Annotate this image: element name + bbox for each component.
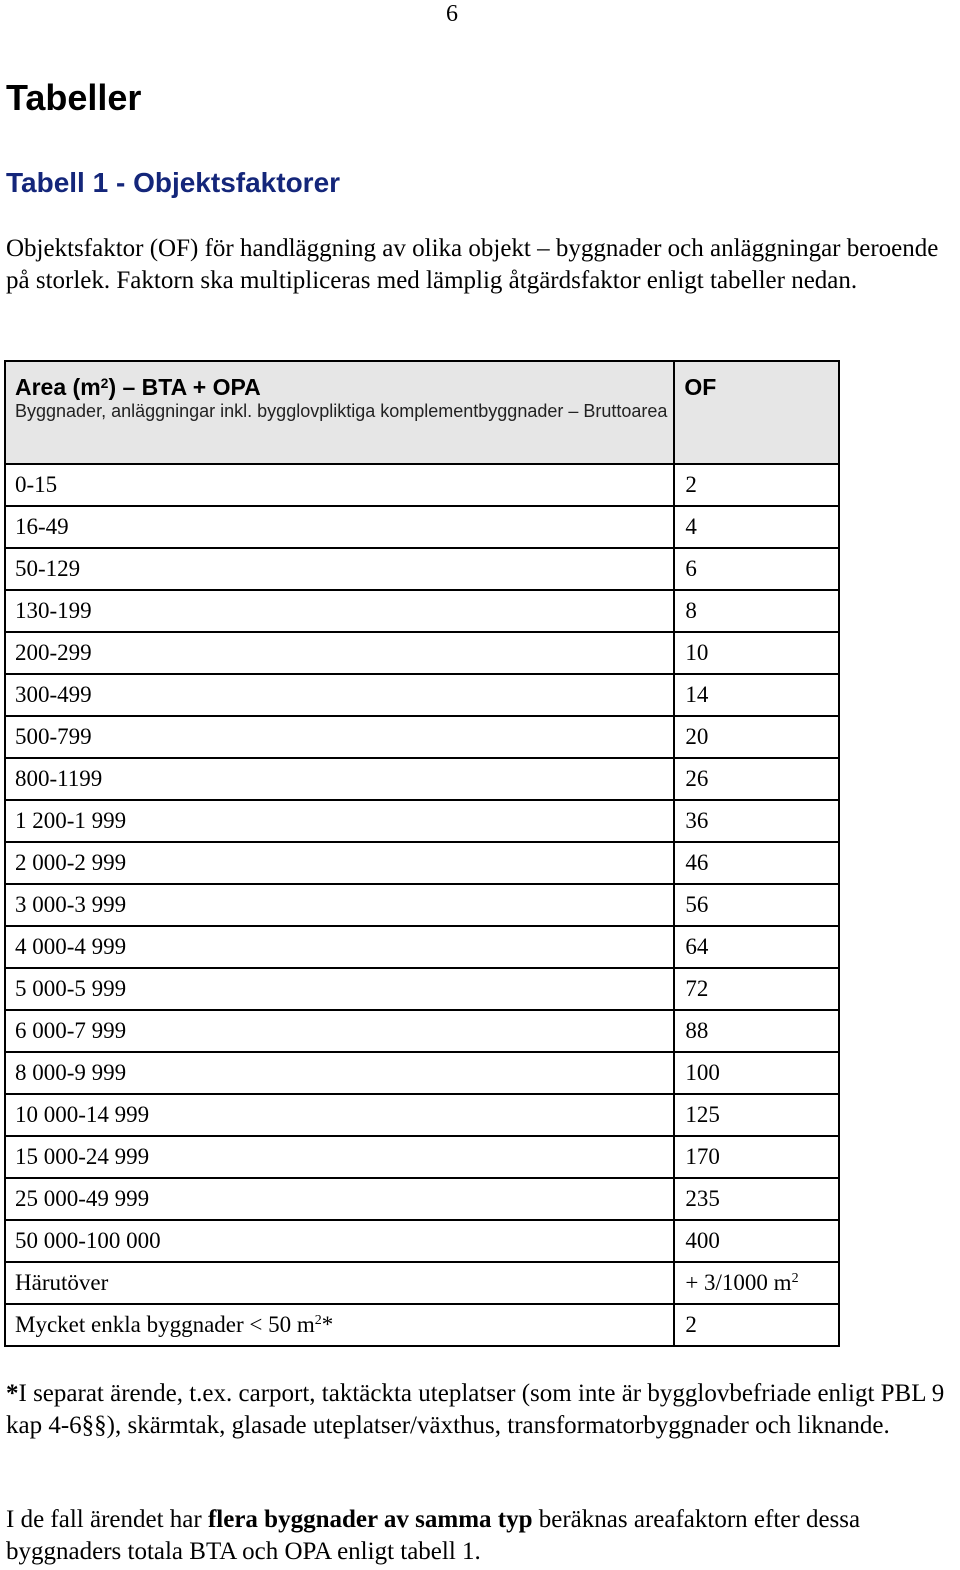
area-cell: 15 000-24 999 [5, 1136, 674, 1178]
area-cell: 25 000-49 999 [5, 1178, 674, 1220]
area-column-header [5, 361, 674, 464]
area-cell: 10 000-14 999 [5, 1094, 674, 1136]
table-row [5, 506, 839, 548]
of-cell: 56 [674, 884, 839, 926]
of-cell: 400 [674, 1220, 839, 1262]
footnote-mark: * [6, 1380, 19, 1407]
of-cell: 10 [674, 632, 839, 674]
table-row [5, 1094, 839, 1136]
table-row-beyond [5, 1262, 839, 1304]
table-row [5, 674, 839, 716]
area-cell: 300-499 [5, 674, 674, 716]
area-cell: 130-199 [5, 590, 674, 632]
page-number: 6 [446, 1, 458, 27]
area-cell: 800-1199 [5, 758, 674, 800]
of-cell: 6 [674, 548, 839, 590]
table-row [5, 968, 839, 1010]
table-row [5, 884, 839, 926]
table-row [5, 1052, 839, 1094]
of-cell: 88 [674, 1010, 839, 1052]
area-cell: 16-49 [5, 506, 674, 548]
of-cell: 20 [674, 716, 839, 758]
closing-paragraph: I de fall ärendet har flera byggnader av samma typ beräknas areafaktorn efter dessa byggnaders totala BTA och OPA enligt tabell 1. [6, 1506, 861, 1565]
of-cell: 8 [674, 590, 839, 632]
of-cell: 14 [674, 674, 839, 716]
of-cell: 170 [674, 1136, 839, 1178]
area-header-title: Area $(m^2)$ – BTA + OPA [15, 374, 261, 400]
of-cell: 72 [674, 968, 839, 1010]
area-cell: 4 000-4 999 [5, 926, 674, 968]
table-row [5, 758, 839, 800]
area-cell: Mycket enkla byggnader < 50 $m^2*$ [5, 1304, 674, 1346]
of-cell: 36 [674, 800, 839, 842]
area-cell: Härutöver [5, 1262, 674, 1304]
table-row [5, 1220, 839, 1262]
of-cell: 64 [674, 926, 839, 968]
intro-paragraph: Objektsfaktor (OF) för handläggning av olika objekt – byggnader och anläggningar beroende på storlek. Faktorn ska multipliceras med lämplig åtgärdsfaktor enligt tabeller nedan. [6, 235, 939, 294]
closing-emphasis: flera byggnader av samma typ [207, 1506, 533, 1533]
of-column-header: OF [674, 361, 839, 464]
table-row [5, 548, 839, 590]
area-cell: 1 200-1 999 [5, 800, 674, 842]
area-cell: 8 000-9 999 [5, 1052, 674, 1094]
table-row [5, 926, 839, 968]
area-cell: 3 000-3 999 [5, 884, 674, 926]
page-heading: Tabeller [6, 77, 142, 118]
table-row [5, 1136, 839, 1178]
objektsfaktor-table [4, 360, 840, 1347]
of-cell: 26 [674, 758, 839, 800]
table-header-row [5, 361, 839, 464]
footnote [6, 1378, 956, 1441]
table-row [5, 716, 839, 758]
of-cell: 125 [674, 1094, 839, 1136]
table-row [5, 632, 839, 674]
of-cell: 46 [674, 842, 839, 884]
table-row [5, 842, 839, 884]
area-cell: 50 000-100 000 [5, 1220, 674, 1262]
table-heading: Tabell 1 - Objektsfaktorer [6, 167, 341, 198]
of-cell: 4 [674, 506, 839, 548]
of-cell: 235 [674, 1178, 839, 1220]
area-cell: 6 000-7 999 [5, 1010, 674, 1052]
of-cell: 2 [674, 1304, 839, 1346]
footnote-text: I separat ärende, t.ex. carport, taktäckta uteplatser (som inte är bygglovbefriade enligt PBL 9 kap 4-6§§), skärmtak, glasade uteplatser/växthus, transformatorbyggnader och liknande. [6, 1380, 945, 1439]
table-row-simple-buildings [5, 1304, 839, 1346]
table-row [5, 1178, 839, 1220]
table-row [5, 800, 839, 842]
of-cell: 100 [674, 1052, 839, 1094]
area-header-subtitle: Byggnader, anläggningar inkl. bygglovpliktiga komplementbyggnader – Bruttoarea [15, 401, 668, 421]
area-cell: 2 000-2 999 [5, 842, 674, 884]
area-cell: 500-799 [5, 716, 674, 758]
area-cell: 50-129 [5, 548, 674, 590]
area-cell: 0-15 [5, 464, 674, 506]
area-cell: 5 000-5 999 [5, 968, 674, 1010]
table-row [5, 1010, 839, 1052]
table-row [5, 590, 839, 632]
table-row [5, 464, 839, 506]
of-cell: + 3/1000 $m^2$ [674, 1262, 839, 1304]
of-cell: 2 [674, 464, 839, 506]
area-cell: 200-299 [5, 632, 674, 674]
